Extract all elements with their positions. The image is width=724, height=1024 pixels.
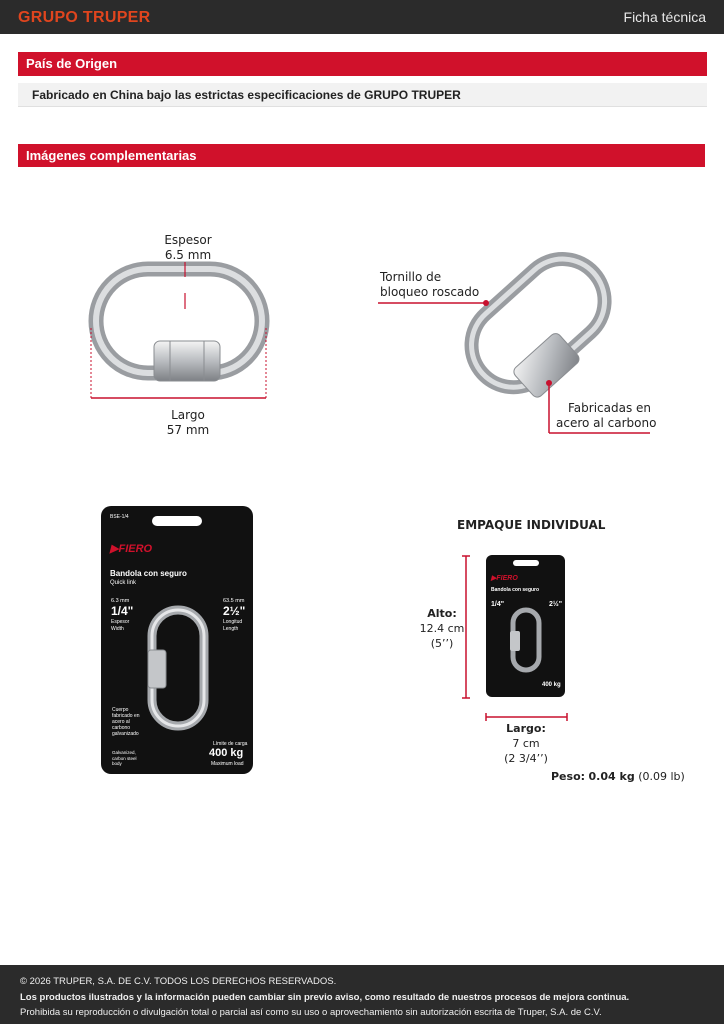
footer-copyright: © 2026 TRUPER, S.A. DE C.V. TODOS LOS DERECHOS RESERVADOS. xyxy=(20,976,337,987)
footer xyxy=(0,965,724,1024)
load-en: Maximum load xyxy=(211,761,244,767)
thickness-en: Width xyxy=(111,626,124,632)
footer-prohibition: Prohibida su reproducción o divulgación total o parcial así como su uso o aprovechamiento sin autorización escrita de Truper, S.A. de C.V. xyxy=(20,1007,602,1018)
thickness-mm: 6.3 mm xyxy=(111,598,130,604)
bullet-en: Galvanized, carbon steel body xyxy=(112,750,137,766)
footer-notice: Los productos ilustrados y la información pueden cambiar sin previo aviso, como resultado de nuestros procesos de mejora continua. xyxy=(20,991,630,1003)
origin-section-title: País de Origen xyxy=(18,52,707,76)
package-name: Bandola con seguro xyxy=(110,569,187,578)
package-name-en: Quick link xyxy=(110,580,137,586)
small-length-in: 2½" xyxy=(549,601,563,608)
espesor-label: Espesor 6.5 mm xyxy=(164,233,212,262)
images-section-title: Imágenes complementarias xyxy=(18,144,705,167)
bullet-es: Cuerpo fabricado en acero al carbono galvanizado xyxy=(112,707,140,737)
top-header xyxy=(0,0,724,34)
small-fiero-logo: ▶FIERO xyxy=(491,575,518,582)
thickness-es: Espesor xyxy=(111,619,130,625)
length-mm: 63.5 mm xyxy=(223,598,245,604)
small-fiero-logo-mark: ▶ xyxy=(491,575,497,582)
hang-hole xyxy=(152,516,202,526)
individual-package-title: EMPAQUE INDIVIDUAL xyxy=(457,518,606,532)
length-in: 2½" xyxy=(223,604,246,618)
brand-logo: GRUPO TRUPER xyxy=(18,9,151,26)
largo-label: Largo 57 mm xyxy=(166,408,210,437)
package-card xyxy=(101,506,253,774)
fabricadas-label: Fabricadas en acero al carbono xyxy=(556,401,657,430)
package-code: BSE-1/4 xyxy=(110,514,129,520)
small-thickness-in: 1/4" xyxy=(491,601,505,608)
length-es: Longitud xyxy=(223,619,243,625)
package-link-image xyxy=(145,604,211,732)
quick-link-dimensions-image xyxy=(80,255,280,405)
small-package-name: Bandola con seguro xyxy=(491,587,540,593)
largo-individual-label: Largo: 7 cm (2 3/4’’) xyxy=(504,722,548,765)
individual-dimension-lines xyxy=(458,550,573,725)
tornillo-label: Tornillo de bloqueo roscado xyxy=(380,270,480,299)
small-load-value: 400 kg xyxy=(542,682,561,688)
length-en: Length xyxy=(223,626,239,632)
load-value: 400 kg xyxy=(209,747,244,759)
load-es: Límite de carga xyxy=(213,741,248,747)
document-type: Ficha técnica xyxy=(623,9,706,25)
thickness-in: 1/4" xyxy=(111,604,134,618)
fiero-logo: ▶FIERO xyxy=(110,543,153,555)
fiero-logo-mark: ▶ xyxy=(110,543,119,555)
peso-label: Peso: 0.04 kg (0.09 lb) xyxy=(551,770,685,783)
alto-label: Alto: 12.4 cm (5’’) xyxy=(419,607,465,650)
origin-text: Fabricado en China bajo las estrictas especificaciones de GRUPO TRUPER xyxy=(18,83,707,107)
